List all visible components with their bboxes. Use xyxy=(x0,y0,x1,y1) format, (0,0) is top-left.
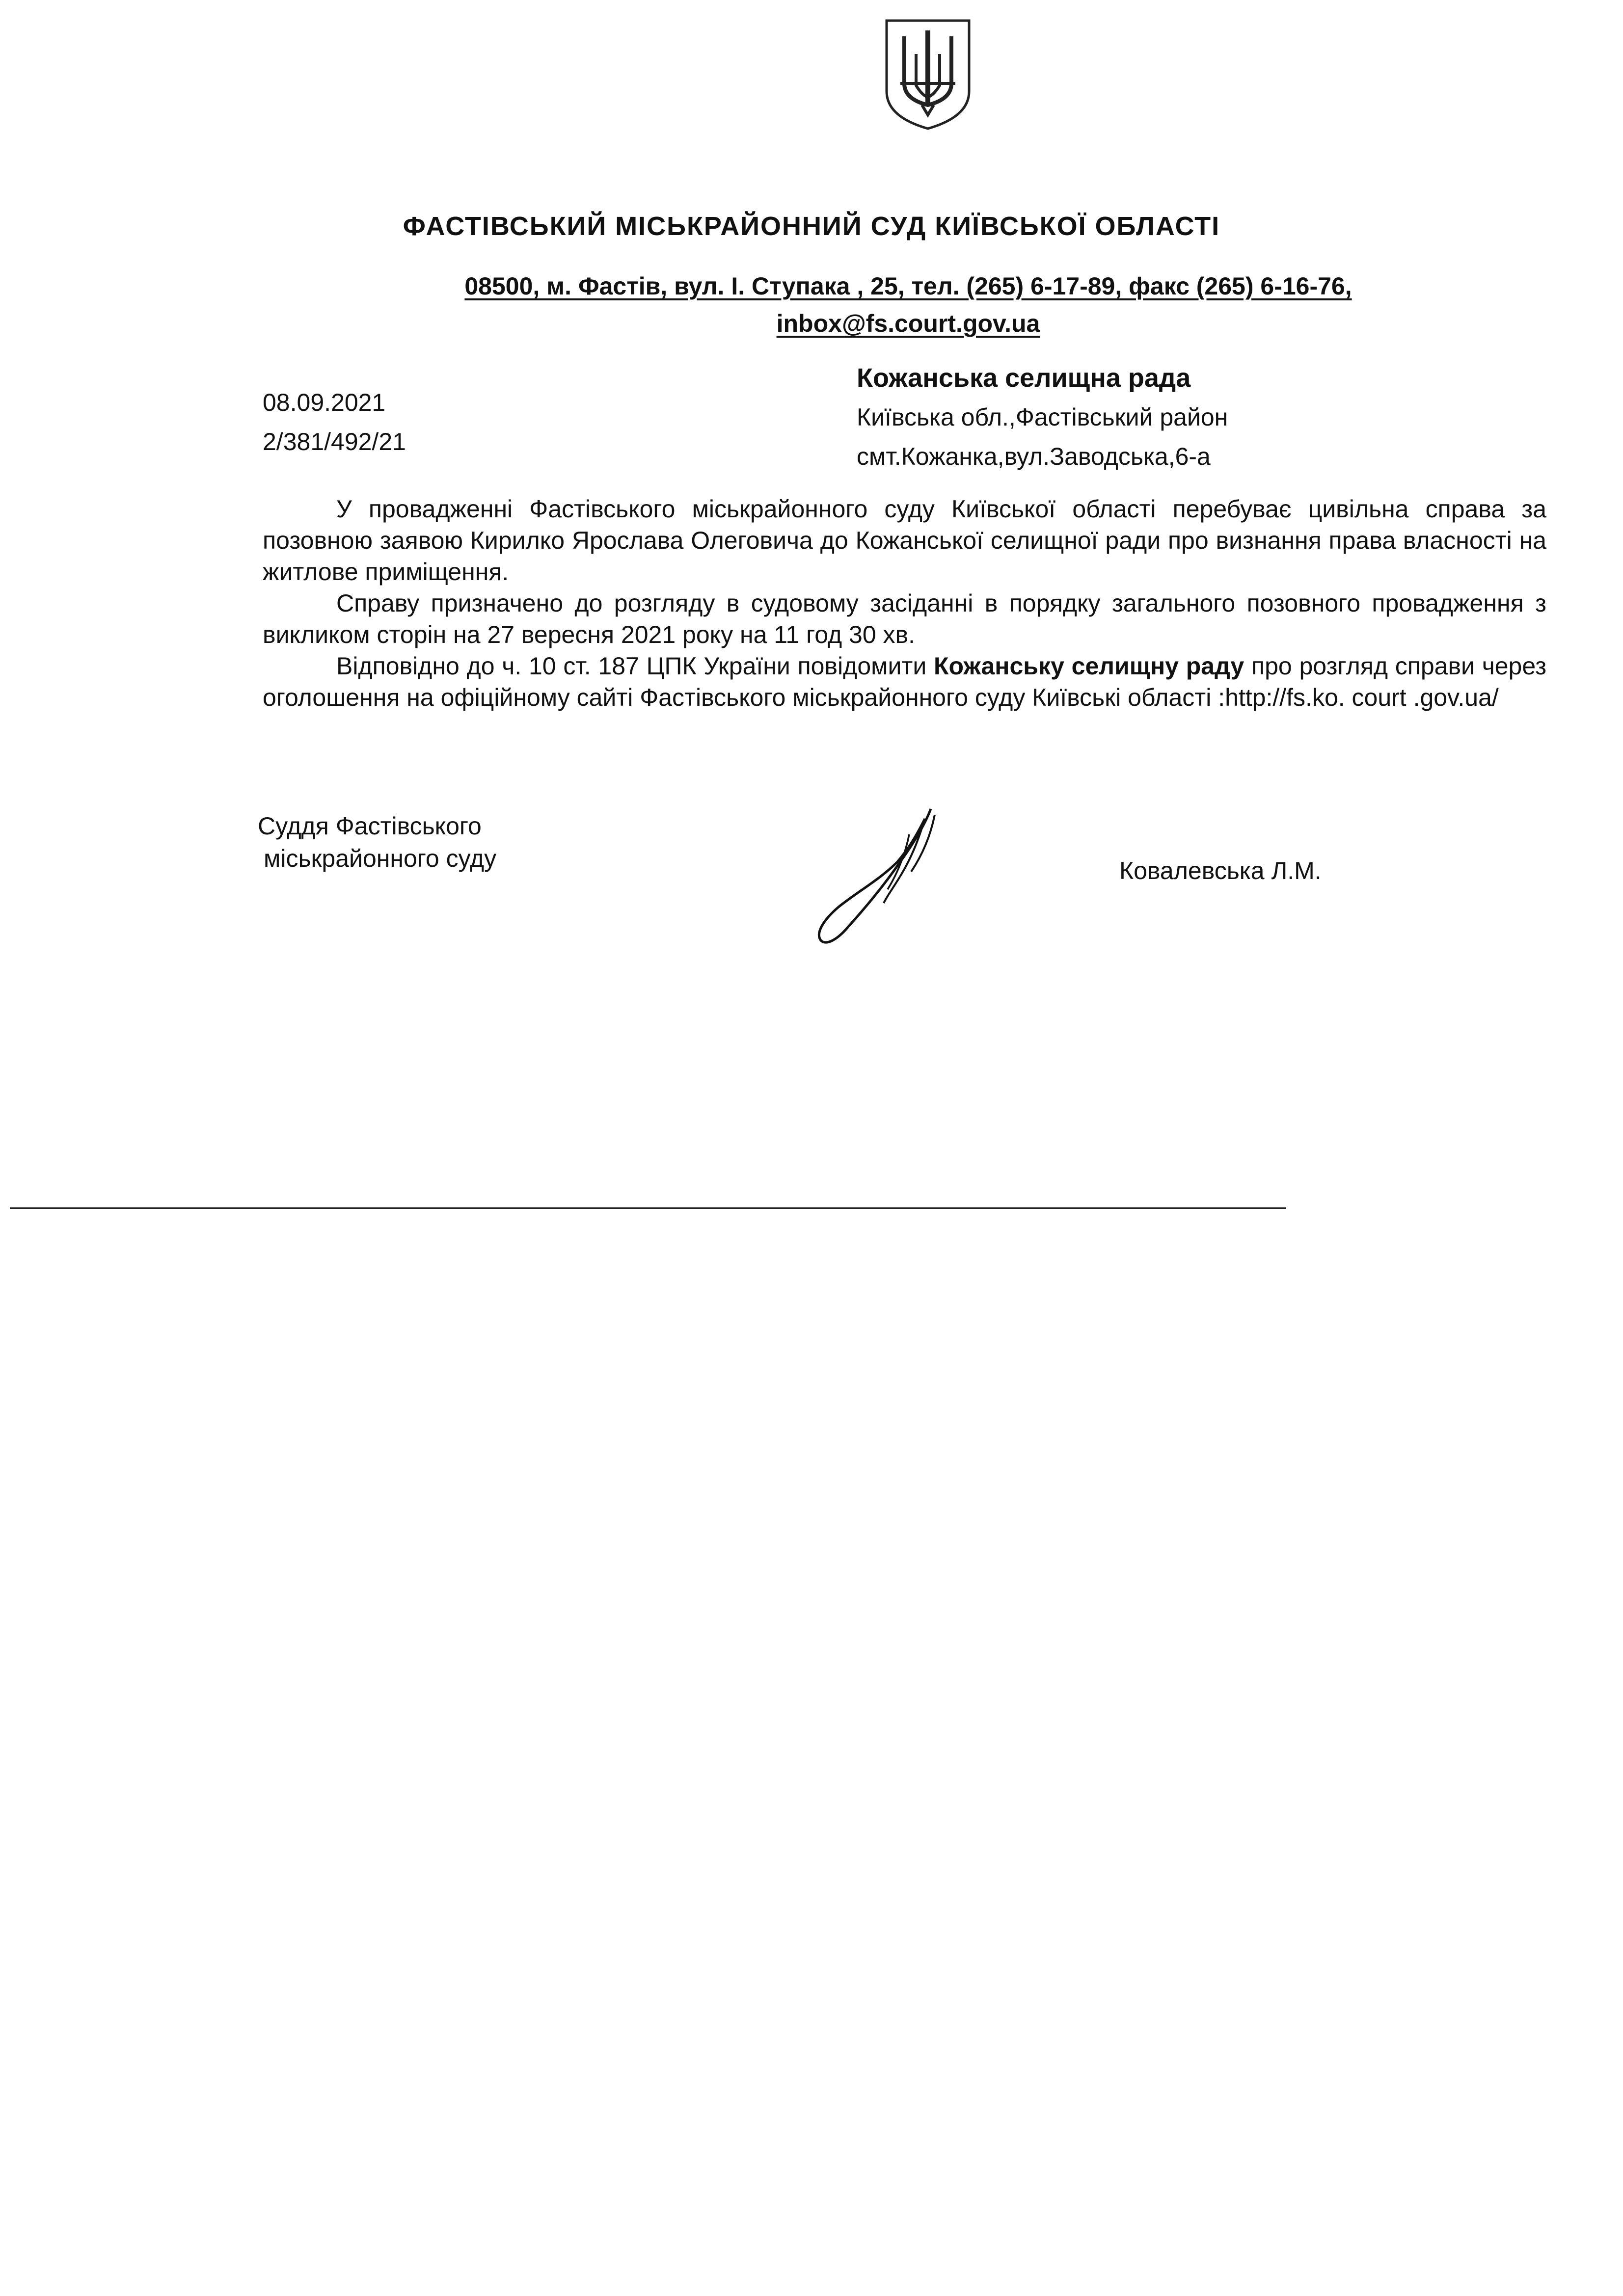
page-divider-line xyxy=(10,1207,1286,1209)
letter-date: 08.09.2021 xyxy=(263,389,386,416)
body-text-span: Відповідно до ч. 10 ст. 187 ЦПК України повідомити xyxy=(336,652,934,680)
court-name-heading: ФАСТІВСЬКИЙ МІСЬКРАЙОННИЙ СУД КИЇВСЬКОЇ ОБЛАСТІ xyxy=(403,212,1220,241)
handwritten-signature-icon xyxy=(815,805,943,952)
letter-meta xyxy=(263,383,406,461)
body-bold-recipient: Кожанську селищну раду xyxy=(934,652,1244,680)
court-address-line: 08500, м. Фастів, вул. І. Ступака , 25, тел. (265) 6-17-89, факс (265) 6-16-76, xyxy=(464,272,1352,300)
recipient-name: Кожанська селищна рада xyxy=(857,363,1191,393)
letter-number: 2/381/492/21 xyxy=(263,428,406,455)
body-text-span: про розгляд справи через оголошення на офіційному сайті Фастівського міськрайонного суду Київські області :http://fs.ko. court .gov.ua/ xyxy=(263,652,1547,711)
recipient-block xyxy=(857,358,1228,476)
judge-title-line: Суддя Фастівського xyxy=(258,812,482,840)
court-address xyxy=(344,267,1473,342)
body-paragraph xyxy=(263,650,1546,713)
body-paragraph: У провадженні Фастівського міськрайонного суду Київської області перебуває цивільна справа за позовною заявою Кирилко Ярослава Олеговича до Кожанської селищної ради про визнання права власності на житлове приміщення. xyxy=(263,495,1546,586)
recipient-street: смт.Кожанка,вул.Заводська,6-а xyxy=(857,443,1211,470)
judge-title xyxy=(258,810,496,875)
trident-coat-of-arms-icon xyxy=(879,15,977,133)
body-paragraph: Справу призначено до розгляду в судовому засіданні в порядку загального позовного провадження з викликом сторін на 27 вересня 2021 року на 11 год 30 хв. xyxy=(263,589,1546,648)
recipient-region: Київська обл.,Фастівський район xyxy=(857,403,1228,431)
judge-name: Ковалевська Л.М. xyxy=(1119,857,1322,884)
judge-title-line: міськрайонного суду xyxy=(264,845,497,872)
letter-body xyxy=(263,493,1546,713)
court-email: inbox@fs.court.gov.ua xyxy=(776,310,1040,337)
